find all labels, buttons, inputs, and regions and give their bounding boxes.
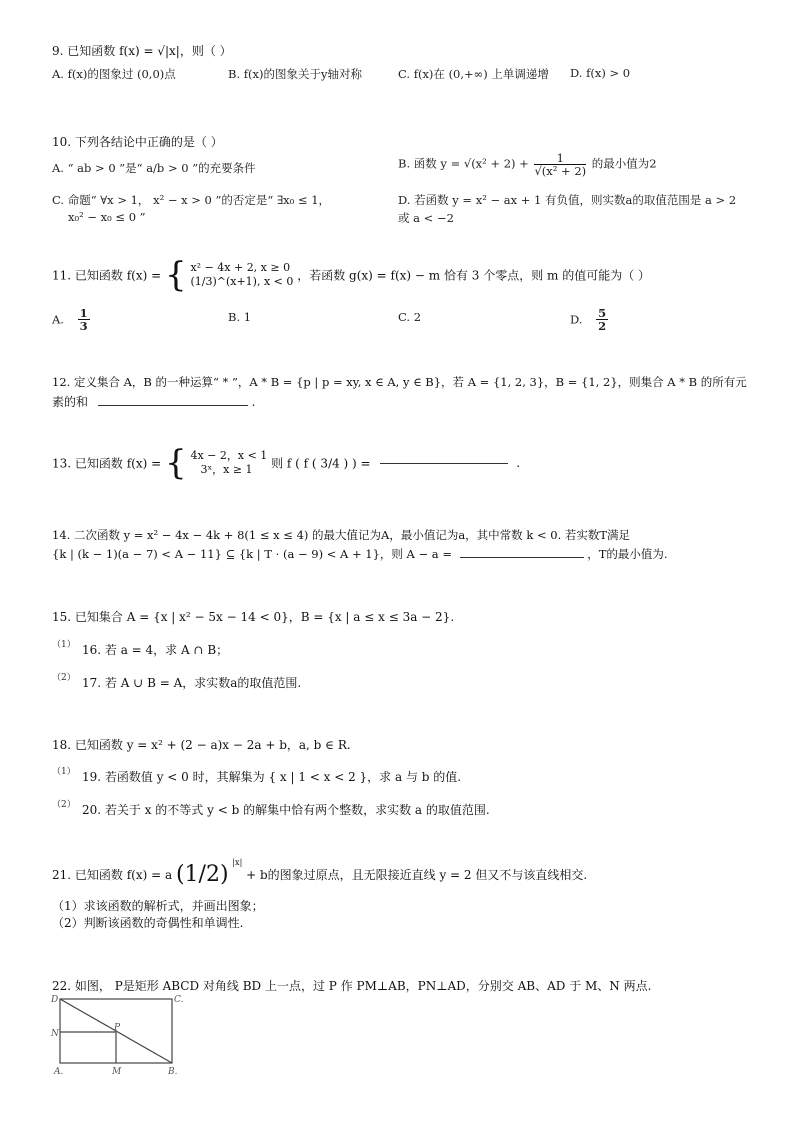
q18-sub2-tag: （2） [52, 800, 76, 810]
q15-sub1: 16. 若 a = 4，求 A ∩ B； [82, 643, 229, 657]
q14-line2-end: ，T的最小值为. [587, 547, 668, 561]
q12-line2 [52, 393, 256, 410]
q11-option-c: C. 2 [398, 310, 422, 324]
q10-option-d-line1: D. 若函数 y = x² − ax + 1 有负值，则实数a的取值范围是 a > 2 [398, 193, 737, 207]
q13-brace: { [164, 443, 187, 483]
q21-prefix: 21. 已知函数 f(x) = a [52, 868, 173, 882]
q10-stem: 10. 下列各结论中正确的是（ ） [52, 135, 223, 149]
q11-option-d-den: 2 [598, 319, 607, 334]
q11-option-a [52, 307, 92, 332]
q11-option-b: B. 1 [228, 310, 252, 324]
q13-suffix: 则 f ( f ( 3/4 ) ) = [271, 456, 371, 471]
q10-option-b-suffix: 的最小值为2 [591, 156, 657, 171]
q15-sub2-tag: （2） [52, 673, 76, 683]
label-n: N [51, 1029, 59, 1039]
q10-option-b-prefix: B. 函数 y = √(x² + 2) + [398, 156, 529, 171]
q9-option-d: D. f(x) > 0 [570, 66, 631, 80]
q12-answer-blank[interactable] [98, 405, 248, 406]
q15-sub2: 17. 若 A ∪ B = A，求实数a的取值范围. [82, 676, 302, 690]
q21-suffix: + b的图象过原点，且无限接近直线 y = 2 但又不与该直线相交. [246, 868, 588, 882]
label-b: B. [168, 1067, 178, 1076]
q9-option-a: A. f(x)的图象过 (0,0)点 [52, 67, 176, 81]
q21-stem [52, 858, 588, 887]
label-m: M [112, 1067, 122, 1076]
q14-line2-text: {k | (k − 1)(a − 7) < A − 11} ⊆ {k | T · (a − 9) < A + 1}，则 A − a = [52, 547, 452, 561]
q13-case2: 3ˣ，x ≥ 1 [200, 463, 253, 476]
q21-exponent: |x| [232, 858, 243, 867]
q21-sub2: （2）判断该函数的奇偶性和单调性. [52, 916, 244, 930]
q15-sub1-tag: （1） [52, 640, 76, 650]
q10-option-c-line2: x₀² − x₀ ≤ 0 ” [68, 210, 146, 224]
label-d: D [51, 995, 59, 1005]
q11-brace: { [164, 255, 187, 295]
q14-answer-blank[interactable] [460, 557, 584, 558]
q11-option-a-num: 1 [79, 306, 88, 320]
q18-sub1: 19. 若函数值 y < 0 时，其解集为 { x | 1 < x < 2 }，求 a 与 b 的值. [82, 770, 462, 784]
q9-option-b: B. f(x)的图象关于y轴对称 [228, 67, 362, 81]
q10-option-a: A. “ ab > 0 ”是“ a/b > 0 ”的充要条件 [52, 161, 256, 175]
q9-stem: 9. 已知函数 f(x) = √|x|，则（ ） [52, 44, 232, 58]
label-c: C. [174, 995, 184, 1005]
q14-line2 [52, 546, 668, 562]
q12-line2-text: 素的和 [52, 395, 89, 409]
q11-option-a-label: A. [52, 312, 64, 327]
q9-option-c: C. f(x)在 (0,+∞) 上单调递增 [398, 67, 549, 81]
q13-case1: 4x − 2，x < 1 [190, 448, 268, 462]
q13-stem [52, 443, 521, 483]
q11-stem-prefix: 11. 已知函数 f(x) = [52, 268, 162, 283]
q14-line1: 14. 二次函数 y = x² − 4x − 4k + 8(1 ≤ x ≤ 4) 的最大值记为A，最小值记为a，其中常数 k < 0. 若实数T满足 [52, 528, 631, 542]
q21-base: (1/2) [175, 862, 229, 887]
q21-sub1: （1）求该函数的解析式，并画出图象； [52, 899, 264, 913]
q11-stem [52, 255, 651, 295]
q11-case2: (1/3)^(x+1), x < 0 [190, 275, 294, 288]
q15-stem: 15. 已知集合 A = {x | x² − 5x − 14 < 0}，B = {x | a ≤ x ≤ 3a − 2}. [52, 610, 455, 624]
q11-case1: x² − 4x + 2, x ≥ 0 [190, 260, 291, 274]
q12-line2-end: . [251, 395, 256, 409]
q11-option-d-label: D. [570, 312, 583, 327]
label-a: A. [54, 1067, 64, 1076]
q10-option-c-line1: C. 命题“ ∀x > 1， x² − x > 0 ”的否定是“ ∃x₀ ≤ 1， [52, 193, 331, 207]
q22-stem: 22. 如图， P是矩形 ABCD 对角线 BD 上一点，过 P 作 PM⊥AB，PN⊥AD，分别交 AB、AD 于 M、N 两点. [52, 979, 652, 993]
q12-line1: 12. 定义集合 A，B 的一种运算“ * ”，A * B = {p | p = xy, x ∈ A, y ∈ B}，若 A = {1, 2, 3}，B = {1, 2}，则集合 A * B 的所有元 [52, 375, 747, 389]
q10-option-b-frac-den: √(x² + 2) [534, 164, 587, 179]
q11-option-d [570, 307, 610, 332]
q13-prefix: 13. 已知函数 f(x) = [52, 456, 162, 471]
q10-option-b [398, 152, 657, 177]
q13-end: . [516, 456, 521, 470]
q11-option-a-den: 3 [79, 319, 88, 334]
q10-option-b-frac-num: 1 [534, 152, 586, 165]
rectangle-abcd-diagram [50, 992, 190, 1076]
q10-option-d-line2: 或 a < −2 [398, 211, 454, 225]
q18-sub1-tag: （1） [52, 767, 76, 777]
q18-sub2: 20. 若关于 x 的不等式 y < b 的解集中恰有两个整数，求实数 a 的取值范围. [82, 803, 490, 817]
q11-stem-suffix: ，若函数 g(x) = f(x) − m 恰有 3 个零点，则 m 的值可能为（ ） [297, 268, 651, 283]
q13-answer-blank[interactable] [380, 463, 508, 464]
q11-option-d-num: 5 [598, 306, 607, 320]
q18-stem: 18. 已知函数 y = x² + (2 − a)x − 2a + b，a, b ∈ R. [52, 738, 351, 752]
label-p: P [114, 1023, 121, 1033]
